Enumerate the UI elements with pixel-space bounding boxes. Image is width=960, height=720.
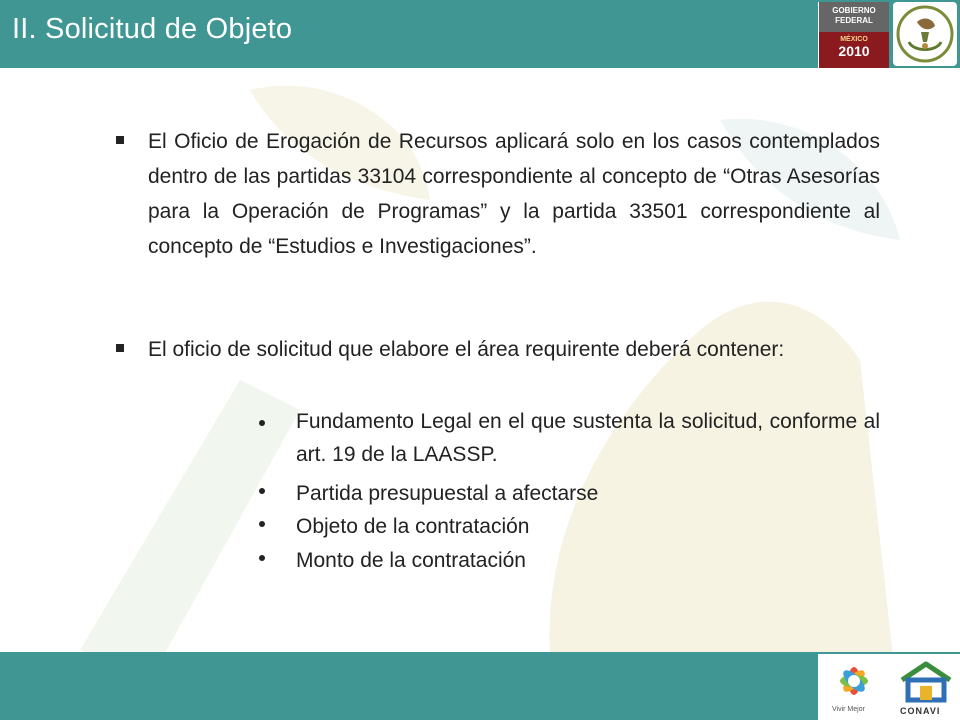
sub-item-4: Monto de la contratación	[296, 549, 526, 572]
bullet-square-icon	[116, 344, 124, 352]
gov-logo-line-1: GOBIERNO	[832, 6, 876, 15]
bullet-dot-icon	[259, 488, 265, 494]
bullet-square-icon	[116, 136, 124, 144]
vivir-mejor-label: Vivir Mejor	[832, 706, 865, 713]
slide-title: II. Solicitud de Objeto	[12, 13, 293, 45]
sub-item-1: Fundamento Legal en el que sustenta la solicitud, conforme al art. 19 de la LAASSP.	[296, 410, 880, 466]
gov-logo-year-top: MÉXICO	[840, 36, 868, 43]
bullet-dot-icon	[259, 521, 265, 527]
gov-logo-year: 2010	[838, 43, 870, 59]
gov-logo-line-2: FEDERAL	[835, 16, 873, 25]
bullet-paragraph-2: El oficio de solicitud que elabore el área requirente deberá contener:	[148, 338, 785, 361]
bullet-dot-icon	[259, 420, 265, 426]
conavi-label: CONAVI	[900, 706, 941, 716]
sub-item-2: Partida presupuestal a afectarse	[296, 482, 599, 505]
bullet-dot-icon	[259, 555, 265, 561]
sub-item-3: Objeto de la contratación	[296, 515, 530, 538]
bullet-paragraph-1: El Oficio de Erogación de Recursos aplicará solo en los casos contemplados dentro de las partidas 33104 correspondiente al concepto de “Otras Asesorías para la Operación de Programas” y la partida 33501 correspondiente al concepto de “Estudios e Investigaciones”.	[148, 130, 880, 258]
